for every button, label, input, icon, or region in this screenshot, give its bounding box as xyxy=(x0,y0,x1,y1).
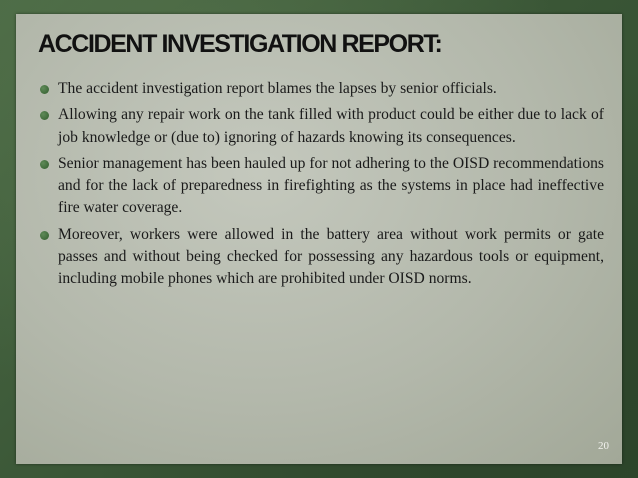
bullet-dot-icon xyxy=(40,111,49,120)
bullet-dot-icon xyxy=(40,231,49,240)
bullet-dot-icon xyxy=(40,160,49,169)
bullet-item-3 xyxy=(38,153,604,220)
slide-title: ACCIDENT INVESTIGATION REPORT: xyxy=(38,30,442,58)
bullet-text: The accident investigation report blames the lapses by senior officials. xyxy=(58,80,497,97)
bullet-text: Moreover, workers were allowed in the battery area without work permits or gate passes and without being checked for possessing any hazardous tools or equipment, including mobile phones which are prohibited under OISD norms. xyxy=(58,225,604,288)
bullet-dot-icon xyxy=(40,85,49,94)
bullet-text: Senior management has been hauled up for not adhering to the OISD recommendations and for the lack of preparedness in firefighting as the systems in place had ineffective fire water coverage. xyxy=(58,154,604,217)
bullet-item-1 xyxy=(38,78,604,100)
bullet-item-4 xyxy=(38,224,604,291)
bullet-item-2 xyxy=(38,104,604,149)
bullet-text: Allowing any repair work on the tank filled with product could be either due to lack of job knowledge or (due to) ignoring of hazards knowing its consequences. xyxy=(58,106,604,146)
bullet-list xyxy=(38,78,604,295)
page-number: 20 xyxy=(598,440,609,452)
